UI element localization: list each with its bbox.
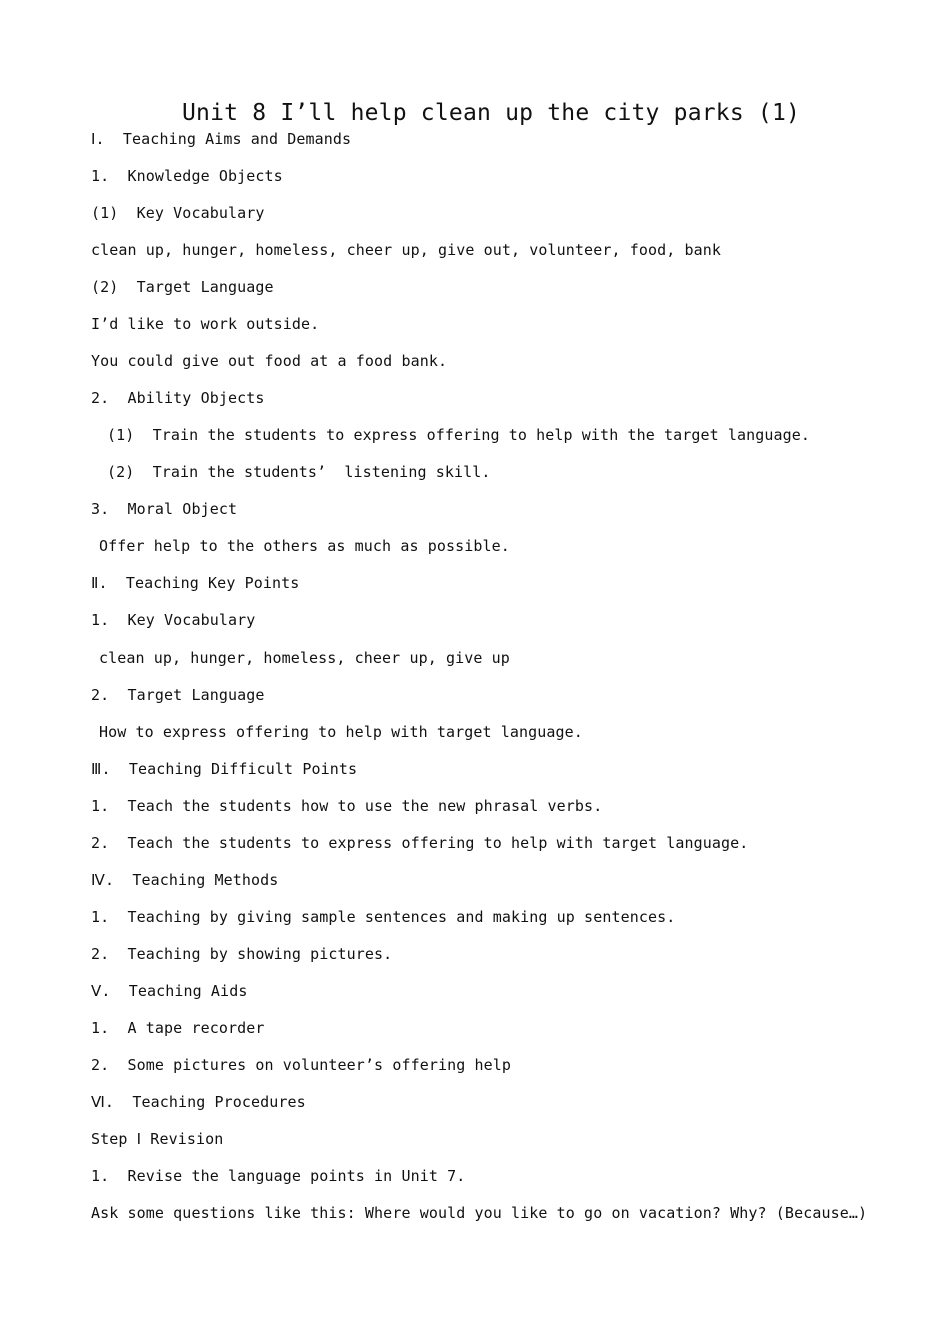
body-text: Ask some questions like this: Where would you like to go on vacation? Why? (Because…) — [91, 1204, 868, 1222]
section-heading: Ⅱ. Teaching Key Points — [91, 574, 300, 592]
body-text: Offer help to the others as much as possible. — [99, 537, 510, 555]
list-item: 1. Teaching by giving sample sentences and making up sentences. — [91, 908, 676, 926]
step-heading: Step Ⅰ Revision — [91, 1130, 224, 1148]
list-item: 2. Teach the students to express offering to help with target language. — [91, 834, 749, 852]
subsection-heading: 3. Moral Object — [91, 500, 238, 518]
sub-item-heading: (2) Target Language — [91, 278, 274, 296]
subsection-heading: 1. Key Vocabulary — [91, 611, 256, 629]
list-item: 2. Some pictures on volunteer’s offering help — [91, 1056, 512, 1074]
list-item: 1. A tape recorder — [91, 1019, 265, 1037]
sub-item: (1) Train the students to express offering to help with the target language. — [107, 426, 811, 444]
list-item: 1. Teach the students how to use the new phrasal verbs. — [91, 797, 603, 815]
subsection-heading: 2. Target Language — [91, 686, 265, 704]
body-text: How to express offering to help with target language. — [99, 723, 583, 741]
sub-item: (2) Train the students’ listening skill. — [107, 463, 491, 481]
section-heading: Ⅵ. Teaching Procedures — [91, 1093, 306, 1111]
body-text: You could give out food at a food bank. — [91, 352, 448, 370]
section-heading: Ⅰ. Teaching Aims and Demands — [91, 130, 352, 148]
section-heading: Ⅳ. Teaching Methods — [91, 871, 279, 889]
list-item: 2. Teaching by showing pictures. — [91, 945, 393, 963]
document-title: Unit 8 I’ll help clean up the city parks (1) — [182, 100, 801, 126]
section-heading: Ⅲ. Teaching Difficult Points — [91, 760, 358, 778]
sub-item-heading: (1) Key Vocabulary — [91, 204, 265, 222]
section-heading: Ⅴ. Teaching Aids — [91, 982, 248, 1000]
body-text: clean up, hunger, homeless, cheer up, give up — [99, 649, 510, 667]
subsection-heading: 1. Knowledge Objects — [91, 167, 283, 185]
list-item: 1. Revise the language points in Unit 7. — [91, 1167, 466, 1185]
body-text: clean up, hunger, homeless, cheer up, give out, volunteer, food, bank — [91, 241, 722, 259]
subsection-heading: 2. Ability Objects — [91, 389, 265, 407]
body-text: I’d like to work outside. — [91, 315, 320, 333]
